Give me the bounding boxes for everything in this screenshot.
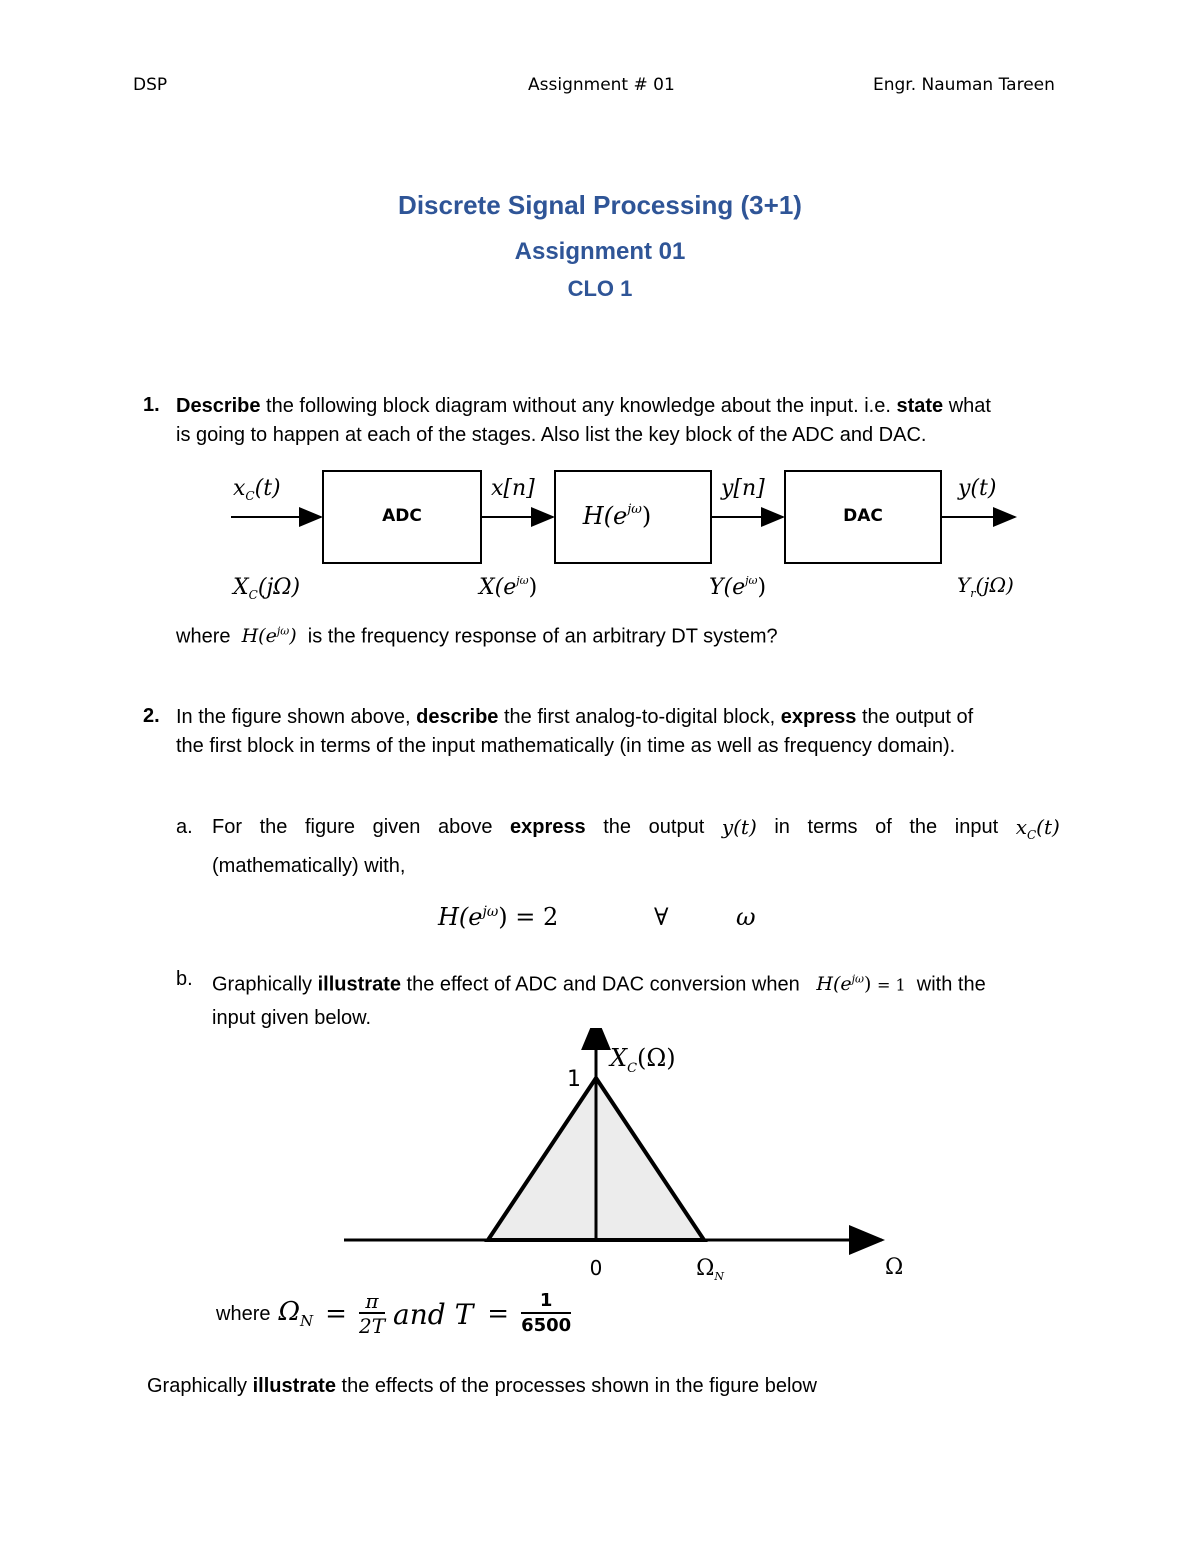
doc-title: Discrete Signal Processing (3+1): [398, 190, 802, 220]
q1-where-math: $H(e^{j\omega})$: [241, 625, 297, 648]
q2b-line2: input given below.: [212, 1007, 372, 1029]
signal-Xc-jomega: $X_C(j\Omega)$: [233, 575, 301, 602]
q2-verb1: describe: [416, 706, 499, 728]
q2a-line1: For the figure given above express the output y(t) in terms of the input $x_C(t)$: [212, 813, 1060, 850]
omega-n-symbol: $\Omega_N$: [278, 1297, 314, 1331]
q2-line1: In the figure shown above, describe the first analog-to-digital block, express the output of: [176, 706, 974, 728]
doc-clo: CLO 1: [567, 276, 633, 301]
y-axis-label: $X_C(\Omega)$: [610, 1044, 676, 1076]
q1-line2: is going to happen at each of the stages. Also list the key block of the ADC and DAC.: [176, 424, 927, 446]
adc-label: ADC: [382, 506, 422, 526]
q2a-verb: express: [510, 816, 586, 838]
dac-label: DAC: [843, 506, 883, 526]
q2b-math: $H(e^{j\omega})$: [816, 973, 872, 996]
signal-xc-t: $x_C(t)$: [233, 476, 281, 503]
omega-n-label: $\Omega_N$: [696, 1256, 724, 1283]
q2b-verb: illustrate: [317, 973, 401, 996]
signal-xn: x[n]: [491, 476, 535, 501]
q2-line2: the first block in terms of the input mathematically (in time as well as frequency domain).: [176, 735, 956, 757]
q2a-line2: (mathematically) with,: [212, 855, 406, 877]
block-diagram: [225, 462, 1025, 612]
h-block: [555, 471, 711, 563]
q2a-omega: ω: [736, 903, 756, 931]
final-verb: illustrate: [252, 1375, 336, 1397]
q2-verb2: express: [780, 706, 857, 728]
signal-Yr-jomega: $Y_r(j\Omega)$: [957, 573, 1014, 600]
q2a-math-xc: $x_C(t)$: [1015, 815, 1060, 842]
q2a-eq-lhs: $H(e^{j\omega}$: [438, 903, 499, 931]
header-left: DSP: [133, 75, 168, 95]
h-label: $H(e^{j\omega})$: [582, 502, 652, 530]
q2a-equation: $H(e^{j\omega}) = 2$ ∀ ω: [438, 903, 756, 931]
peak-label: 1: [567, 1067, 581, 1092]
q1-where-line: where $H(e^{j\omega})$ is the frequency response of an arbitrary DT system?: [176, 625, 778, 648]
doc-subtitle: Assignment 01: [514, 238, 686, 265]
x-axis-label: Ω: [885, 1255, 904, 1280]
where-equation: where $\Omega_N$ = $\frac{\pi}{2T}$ and T = $\frac{1}{6500}$: [216, 1289, 572, 1338]
fraction-pi-2t: $\frac{\pi}{2T}$: [358, 1289, 386, 1338]
fraction-1-6500: $\frac{1}{6500}$: [521, 1290, 572, 1336]
q1-verb1: Describe: [176, 395, 261, 417]
signal-yt: y(t): [958, 476, 997, 501]
and-t-text: and T: [393, 1297, 474, 1331]
q1-line1: Describe the following block diagram without any knowledge about the input. i.e. state what: [176, 395, 991, 417]
q2a-label: a.: [176, 816, 193, 838]
signal-Y-ejw: $Y(e^{j\omega})$: [709, 574, 767, 600]
header-right: Engr. Nauman Tareen: [873, 75, 1055, 95]
q2b-line1: Graphically illustrate the effect of ADC and DAC conversion when $H(e^{j\omega}) = 1$ with the: [212, 973, 986, 996]
q2a-math-yt: y(t): [721, 815, 757, 839]
header-center: Assignment # 01: [528, 75, 675, 95]
signal-X-ejw: $X(e^{j\omega})$: [479, 574, 538, 600]
q2a-forall: ∀: [654, 903, 669, 931]
q2-number: 2.: [143, 705, 160, 727]
spectrum-plot: [340, 1028, 920, 1288]
final-instruction: Graphically illustrate the effects of the processes shown in the figure below: [147, 1375, 817, 1397]
signal-yn: y[n]: [721, 476, 765, 501]
q1-number: 1.: [143, 394, 160, 416]
q1-verb2: state: [896, 395, 944, 417]
q2b-label: b.: [176, 968, 193, 990]
zero-label: 0: [589, 1256, 603, 1280]
